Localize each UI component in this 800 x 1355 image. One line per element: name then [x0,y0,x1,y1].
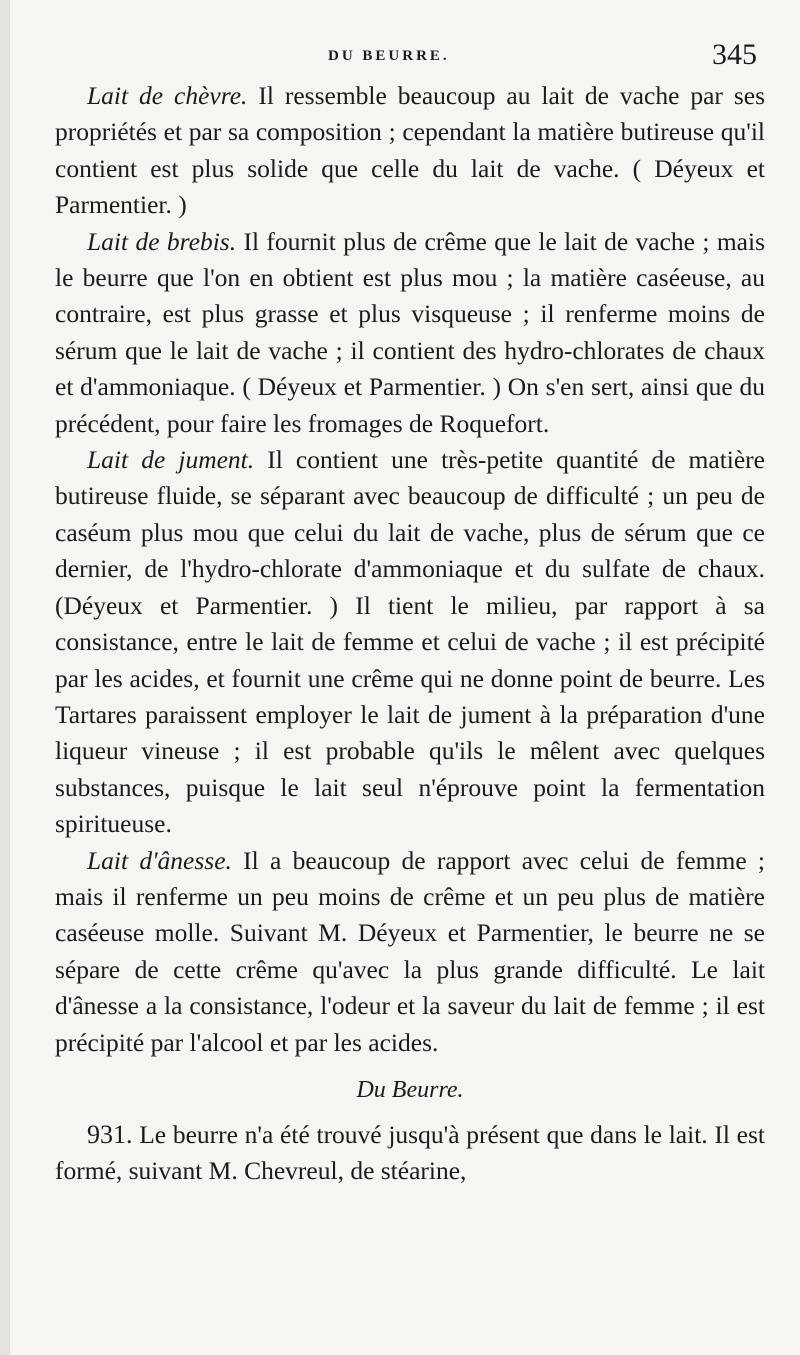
page-number: 345 [712,38,757,71]
paragraph-goat-milk [55,78,765,224]
paragraph-text: Il ressemble beaucoup au lait de vache par ses propriétés et par sa composition ; cependant la matière butireuse qu'il contient est plus solide que celle du lait de vache. ( Déyeux et Parmentier. ) [55,81,765,220]
paragraph-lead: Lait de brebis. [87,226,237,256]
paragraph-text: Il fournit plus de crême que le lait de vache ; mais le beurre que l'on en obtient est plus mou ; la matière caséeuse, au contraire, est plus grasse et plus visqueuse ; il renferme moins de sérum que le lait de vache ; il contient des hydro-chlorates de chaux et d'ammoniaque. ( Déyeux et Parmentier. ) On s'en sert, ainsi que du précédent, pour faire les fromages de Roquefort. [55,226,765,438]
paragraph-number: 931. [87,1119,133,1149]
section-heading: Du Beurre. [356,1076,464,1103]
paragraph-sheep-milk [55,224,765,442]
body-text [55,78,765,1190]
paragraph-text: Il contient une très-petite quantité de matière butireuse fluide, se séparant avec beaucoup de difficulté ; un peu de caséum plus mou que celui du lait de vache, plus de sérum que ce dernier, de l'hydro-chlorate d'ammoniaque et du sulfate de chaux. (Déyeux et Parmentier. ) Il tient le milieu, par rapport à sa consistance, entre le lait de femme et celui de vache ; il est précipité par les acides, et fournit une crême qui ne donne point de beurre. Les Tartares paraissent employer le lait de jument à la préparation d'une liqueur vineuse ; il est probable qu'ils le mêlent avec quelques substances, puisque le lait seul n'éprouve point la fermentation spiritueuse. [55,445,765,839]
running-title: DU BEURRE. [328,48,450,64]
paragraph-mare-milk [55,442,765,842]
paragraph-donkey-milk [55,843,765,1061]
paragraph-text: Le beurre n'a été trouvé jusqu'à présent que dans le lait. Il est formé, suivant M. Chevreul, de stéarine, [55,1119,765,1186]
paragraph-butter [55,1117,765,1190]
paragraph-lead: Lait d'ânesse. [87,845,232,875]
paragraph-text: Il a beaucoup de rapport avec celui de femme ; mais il renferme un peu moins de crême et un peu plus de matière caséeuse molle. Suivant M. Déyeux et Parmentier, le beurre ne se sépare de cette crême qu'avec la plus grande difficulté. Le lait d'ânesse a la consistance, l'odeur et la saveur du lait de femme ; il est précipité par l'alcool et par les acides. [55,845,765,1057]
page-header [10,34,800,80]
paragraph-lead: Lait de jument. [87,445,255,475]
paragraph-lead: Lait de chèvre. [87,81,248,110]
